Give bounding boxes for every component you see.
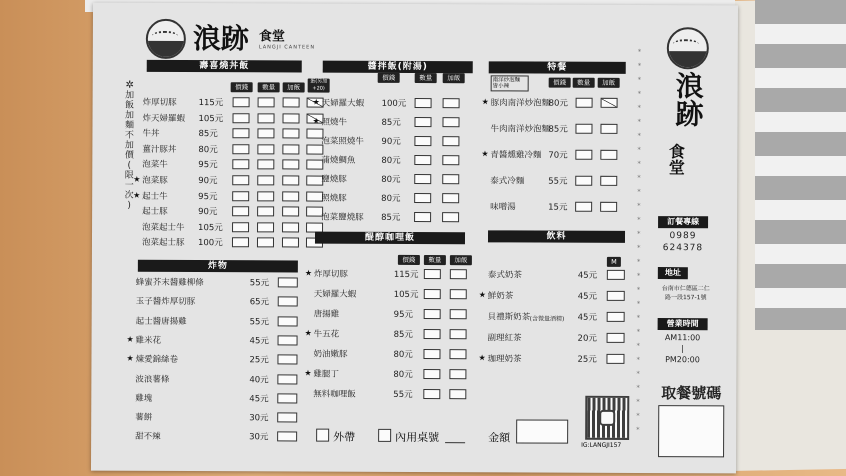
sukiyaki-item-name: 泡菜起士牛 — [142, 222, 185, 233]
drink-item-name: 泰式奶茶 — [487, 270, 522, 281]
takeout-label: 外帶 — [333, 430, 356, 444]
bibimbap-qty-box[interactable] — [442, 193, 459, 203]
fried-header: 炸物 — [138, 260, 298, 273]
cur-col-price: 價錢 — [398, 255, 420, 265]
sukiyaki-item-price: 90元 — [198, 176, 218, 187]
drink-item-note: (含微量酒精) — [529, 315, 565, 323]
special-item-price: 70元 — [548, 150, 568, 161]
curry-item-price: 115元 — [393, 269, 419, 281]
sukiyaki-qty-box[interactable] — [232, 238, 249, 248]
special-qty-box[interactable] — [575, 124, 592, 134]
brand-latin: LANGJI CANTEEN — [258, 44, 316, 51]
curry-qty-box[interactable] — [450, 309, 467, 319]
sukiyaki-qty-box[interactable] — [257, 222, 274, 232]
bibimbap-qty-box[interactable] — [414, 193, 431, 203]
drink-item-price: 20元 — [577, 333, 597, 344]
brand-sub: 食堂 — [258, 29, 285, 45]
star-mark-icon: ★ — [133, 190, 141, 200]
curry-qty-box[interactable] — [424, 269, 441, 279]
drink-qty-box[interactable] — [607, 333, 625, 343]
curry-item-name: 炸厚切豚 — [313, 269, 348, 280]
sukiyaki-item-price: 90元 — [198, 207, 218, 218]
brand-name: 浪跡 — [192, 22, 249, 56]
curry-qty-box[interactable] — [450, 329, 467, 339]
fried-qty-box[interactable] — [277, 432, 297, 442]
sukiyaki-item-price: 105元 — [198, 222, 223, 233]
bibimbap-qty-box[interactable] — [442, 117, 459, 127]
bibimbap-qty-box[interactable] — [414, 155, 431, 165]
fried-item-name: 薯餅 — [135, 412, 153, 423]
takeout-checkbox[interactable] — [316, 429, 329, 442]
bibimbap-qty-box[interactable] — [442, 212, 459, 222]
special-qty-box[interactable] — [601, 98, 618, 108]
curry-item-price: 80元 — [393, 369, 413, 380]
star-mark-icon: ★ — [126, 334, 134, 344]
special-item-price: 55元 — [548, 176, 568, 187]
sukiyaki-item-name: 薑汁豚丼 — [142, 144, 177, 155]
fried-item-price: 65元 — [249, 297, 270, 308]
fried-item-price: 40元 — [249, 374, 269, 385]
sukiyaki-item-price: 80元 — [198, 144, 218, 155]
bibimbap-item-price: 80元 — [381, 174, 401, 185]
pickup-number-box[interactable] — [658, 405, 724, 457]
curry-qty-box[interactable] — [424, 309, 441, 319]
col-qty: 數量 — [258, 82, 280, 92]
hours-sep: | — [681, 344, 684, 354]
address-header: 地址 — [658, 267, 688, 279]
bibimbap-item-name: 泡菜鹽燒豚 — [321, 212, 364, 223]
instagram-icon — [599, 410, 615, 426]
bibimbap-item-price: 90元 — [381, 136, 401, 147]
sukiyaki-item-name: 泡菜豚 — [142, 175, 168, 186]
striped-paper — [755, 0, 846, 330]
fried-item-name: 起士醬唐揚雞 — [135, 316, 187, 327]
drink-qty-box[interactable] — [607, 291, 625, 301]
fried-item-name: 玉子醬炸厚切豚 — [135, 297, 196, 308]
phone-2: 624378 — [662, 243, 704, 254]
hours-header: 營業時間 — [658, 318, 708, 330]
special-item-price: 85元 — [548, 124, 568, 135]
drink-item-price: 45元 — [577, 291, 598, 302]
sukiyaki-qty-box[interactable] — [282, 129, 299, 139]
sukiyaki-qty-box[interactable] — [232, 144, 249, 154]
drink-qty-box[interactable] — [606, 354, 624, 364]
sukiyaki-qty-box[interactable] — [232, 206, 249, 216]
sukiyaki-qty-box[interactable] — [282, 144, 299, 154]
fried-item-name: 煉愛錦絲卷 — [135, 354, 179, 366]
fried-qty-box[interactable] — [278, 297, 298, 307]
bibimbap-qty-box[interactable] — [443, 98, 460, 108]
sukiyaki-qty-box[interactable] — [282, 175, 299, 185]
curry-qty-box[interactable] — [424, 289, 441, 299]
drink-item-price: 25元 — [577, 354, 597, 365]
special-qty-box[interactable] — [600, 150, 617, 160]
fried-qty-box[interactable] — [277, 355, 297, 365]
curry-qty-box[interactable] — [423, 369, 440, 379]
sukiyaki-item-name: 牛丼 — [142, 128, 160, 140]
fried-item-price: 30元 — [249, 413, 269, 424]
bib-col-price: 價錢 — [378, 73, 400, 83]
phone-1: 0989 — [669, 231, 697, 242]
sp-col-extra: 加飯 — [598, 78, 620, 88]
sukiyaki-qty-box[interactable] — [282, 238, 299, 248]
drinks-header: 飲料 — [488, 230, 625, 243]
special-header: 特餐 — [489, 61, 626, 74]
curry-qty-box[interactable] — [449, 369, 466, 379]
curry-qty-box[interactable] — [450, 289, 467, 299]
curry-item-name: 雞腿丁 — [313, 369, 339, 380]
dinein-checkbox[interactable] — [378, 429, 391, 442]
curry-item-price: 80元 — [393, 349, 413, 360]
table-number-line[interactable] — [445, 442, 465, 443]
special-item-name: 青醬燻雞冷麵 — [490, 150, 542, 161]
bibimbap-item-price: 85元 — [381, 117, 401, 128]
curry-item-price: 95元 — [393, 309, 414, 320]
sukiyaki-item-price: 105元 — [198, 113, 224, 124]
special-qty-box[interactable] — [575, 150, 592, 160]
hours-open: AM11:00 — [664, 333, 701, 343]
sukiyaki-qty-box[interactable] — [282, 160, 299, 170]
bibimbap-qty-box[interactable] — [414, 174, 431, 184]
bibimbap-item-price: 100元 — [381, 98, 407, 109]
side-note: ✲ 加 飯 加 麵 不 加 價 ( 限 一 次 ) — [124, 79, 135, 211]
fried-item-name: 蜂蜜芥末醬雞柳條 — [135, 277, 204, 289]
sukiyaki-qty-box[interactable] — [232, 175, 249, 185]
bibimbap-qty-box[interactable] — [414, 212, 431, 222]
sukiyaki-item-name: 起士牛 — [142, 191, 168, 202]
sukiyaki-item-price: 85元 — [198, 129, 218, 140]
bibimbap-qty-box[interactable] — [442, 174, 459, 184]
bibimbap-item-price: 85元 — [381, 212, 401, 223]
special-item-name: 豚肉南洋炒泡麵 — [490, 98, 551, 109]
wave-logo-icon — [667, 27, 709, 69]
sukiyaki-qty-box[interactable] — [258, 97, 275, 107]
curry-qty-box[interactable] — [423, 389, 440, 399]
bibimbap-item-name: 蒲燒鯛魚 — [321, 155, 356, 166]
bibimbap-item-name: 照燒牛 — [321, 117, 348, 128]
sukiyaki-qty-box[interactable] — [232, 191, 249, 201]
special-item-price: 15元 — [548, 202, 568, 213]
order-line-header: 訂餐專線 — [658, 216, 708, 228]
curry-item-name: 無料咖哩飯 — [313, 389, 356, 400]
bibimbap-qty-box[interactable] — [442, 136, 459, 146]
curry-qty-box[interactable] — [423, 349, 440, 359]
special-item-price: 80元 — [548, 98, 568, 109]
pickup-number-label: 取餐號碼 — [661, 384, 722, 403]
star-mark-icon: ★ — [133, 174, 141, 184]
dotted-border-decoration: * * * * * * * * * * * * * * * * * * * * * * * * * * * * — [636, 47, 642, 434]
sukiyaki-qty-box[interactable] — [257, 129, 274, 139]
address-line2: 路一段157-1號 — [665, 294, 707, 302]
fried-qty-box[interactable] — [278, 335, 298, 345]
special-note: 南洋炒泡麵 皆小辣 — [491, 75, 529, 91]
bibimbap-header: 醬拌飯(附湯) — [323, 61, 473, 74]
wave-logo-icon — [146, 19, 186, 59]
sukiyaki-qty-box[interactable] — [282, 222, 299, 232]
sukiyaki-qty-box[interactable] — [282, 207, 299, 217]
drink-col-size: M — [607, 257, 621, 267]
bib-col-extra: 加飯 — [443, 73, 465, 83]
sukiyaki-qty-box[interactable] — [257, 191, 274, 201]
fried-qty-box[interactable] — [277, 393, 297, 403]
sukiyaki-qty-box[interactable] — [232, 222, 249, 232]
sukiyaki-qty-box[interactable] — [232, 160, 249, 170]
star-mark-icon: ★ — [304, 328, 312, 338]
fried-item-name: 雞米花 — [135, 335, 162, 346]
fried-item-name: 波浪薯條 — [135, 374, 170, 385]
drink-item-name: 珈理奶茶 — [487, 354, 522, 365]
star-mark-icon: ★ — [126, 353, 134, 363]
sukiyaki-qty-box[interactable] — [257, 160, 274, 170]
curry-qty-box[interactable] — [449, 389, 466, 399]
star-mark-icon: ★ — [481, 149, 489, 159]
special-qty-box[interactable] — [600, 124, 617, 134]
fried-item-price: 55元 — [249, 278, 270, 289]
right-brand-name: 浪跡 — [671, 71, 705, 128]
amount-box[interactable] — [516, 419, 568, 443]
special-qty-box[interactable] — [576, 98, 593, 108]
sukiyaki-qty-box[interactable] — [233, 97, 250, 107]
cur-col-qty: 數量 — [424, 255, 446, 265]
sukiyaki-item-price: 95元 — [198, 160, 218, 171]
address-line1: 台南市仁德區二仁 — [661, 285, 710, 293]
special-qty-box[interactable] — [600, 202, 617, 212]
sukiyaki-qty-box[interactable] — [257, 175, 274, 185]
bibimbap-item-name: 鹽燒豚 — [321, 174, 347, 185]
fried-qty-box[interactable] — [277, 374, 297, 384]
fried-item-name: 甜不辣 — [135, 432, 161, 443]
curry-item-name: 唐揚雞 — [313, 309, 340, 320]
sukiyaki-item-name: 炸厚切豚 — [142, 97, 177, 108]
special-item-name: 泰式冷麵 — [490, 176, 525, 187]
bibimbap-item-name: 泡菜照燒牛 — [321, 136, 364, 147]
sukiyaki-item-name: 起士豚 — [142, 206, 168, 218]
drink-qty-box[interactable] — [607, 312, 625, 322]
col-egg: 蛋(另加 +20) — [308, 79, 330, 93]
star-mark-icon: ★ — [481, 97, 489, 107]
curry-qty-box[interactable] — [424, 329, 441, 339]
sukiyaki-header: 壽喜燒丼飯 — [147, 60, 302, 73]
sukiyaki-qty-box[interactable] — [283, 113, 300, 123]
sukiyaki-qty-box[interactable] — [282, 191, 299, 201]
bibimbap-item-price: 80元 — [381, 193, 401, 204]
special-qty-box[interactable] — [600, 176, 617, 186]
sukiyaki-item-price: 95元 — [198, 191, 218, 202]
bibimbap-qty-box[interactable] — [414, 117, 431, 127]
star-mark-icon: ★ — [478, 290, 486, 300]
order-sheet — [91, 3, 738, 474]
curry-qty-box[interactable] — [450, 269, 467, 279]
special-item-name: 牛肉南洋炒泡麵 — [490, 124, 551, 135]
curry-item-name: 奶油嫩豚 — [313, 349, 348, 360]
sukiyaki-qty-box[interactable] — [257, 207, 274, 217]
drink-item-name: 鮮奶茶 — [487, 291, 514, 302]
col-extra: 加飯 — [283, 82, 305, 92]
ig-handle: IG:LANGJI157 — [581, 441, 622, 449]
sukiyaki-qty-box[interactable] — [257, 238, 274, 248]
sukiyaki-item-name: 泡菜牛 — [142, 160, 168, 171]
sukiyaki-item-price: 115元 — [198, 98, 224, 109]
fried-item-name: 雞塊 — [135, 393, 153, 404]
star-mark-icon: ★ — [312, 116, 320, 126]
cur-col-extra: 加飯 — [450, 255, 472, 265]
bibimbap-item-name: 天婦羅大蝦 — [321, 98, 365, 109]
bibimbap-qty-box[interactable] — [414, 136, 431, 146]
sp-col-qty: 數量 — [573, 78, 595, 88]
sukiyaki-qty-box[interactable] — [257, 144, 274, 154]
right-brand-sub: 食堂 — [666, 143, 686, 176]
curry-item-price: 55元 — [393, 389, 413, 400]
sukiyaki-item-name: 泡菜起士豚 — [141, 238, 185, 249]
curry-header: 醍醇咖哩飯 — [315, 232, 465, 245]
drink-item-name: 副理紅茶 — [487, 333, 522, 344]
fried-item-price: 45元 — [249, 394, 269, 405]
drink-item-name: 貝禮斯奶茶 — [487, 312, 531, 323]
drink-qty-box[interactable] — [607, 270, 625, 280]
fried-qty-box[interactable] — [277, 412, 297, 422]
hours-close: PM20:00 — [665, 355, 700, 365]
special-qty-box[interactable] — [575, 202, 592, 212]
curry-item-name: 天婦羅大蝦 — [313, 289, 357, 300]
bib-col-qty: 數量 — [415, 73, 437, 83]
sukiyaki-qty-box[interactable] — [232, 128, 249, 138]
fried-item-price: 45元 — [249, 336, 269, 347]
bibimbap-item-name: 照燒豚 — [321, 193, 347, 204]
fried-qty-box[interactable] — [278, 277, 298, 287]
drink-item-price: 45元 — [577, 312, 598, 323]
sukiyaki-item-price: 100元 — [197, 238, 223, 249]
curry-qty-box[interactable] — [449, 349, 466, 359]
curry-item-price: 85元 — [393, 329, 413, 340]
bibimbap-item-price: 80元 — [381, 155, 401, 166]
fried-item-price: 25元 — [249, 355, 269, 366]
col-price: 價錢 — [231, 82, 253, 92]
sukiyaki-qty-box[interactable] — [283, 97, 300, 107]
qr-code — [585, 396, 629, 440]
special-item-name: 味噌湯 — [490, 202, 516, 213]
fried-item-price: 30元 — [249, 432, 269, 443]
amount-label: 金額 — [488, 431, 511, 445]
curry-item-price: 105元 — [393, 289, 419, 301]
drink-item-price: 45元 — [577, 270, 598, 281]
sp-col-price: 價錢 — [549, 78, 571, 88]
sukiyaki-item-name: 炸天婦羅蝦 — [142, 113, 186, 124]
star-mark-icon: ★ — [304, 268, 313, 278]
special-qty-box[interactable] — [575, 176, 592, 186]
star-mark-icon: ★ — [312, 97, 320, 107]
bibimbap-qty-box[interactable] — [442, 155, 459, 165]
dinein-label: 內用桌號 — [395, 430, 440, 445]
star-mark-icon: ★ — [478, 353, 486, 363]
star-mark-icon: ★ — [304, 368, 312, 378]
bibimbap-qty-box[interactable] — [415, 98, 432, 108]
sukiyaki-qty-box[interactable] — [258, 113, 275, 123]
sukiyaki-qty-box[interactable] — [233, 113, 250, 123]
fried-qty-box[interactable] — [278, 316, 298, 326]
curry-item-name: 牛五花 — [313, 329, 340, 340]
fried-item-price: 55元 — [249, 316, 269, 327]
